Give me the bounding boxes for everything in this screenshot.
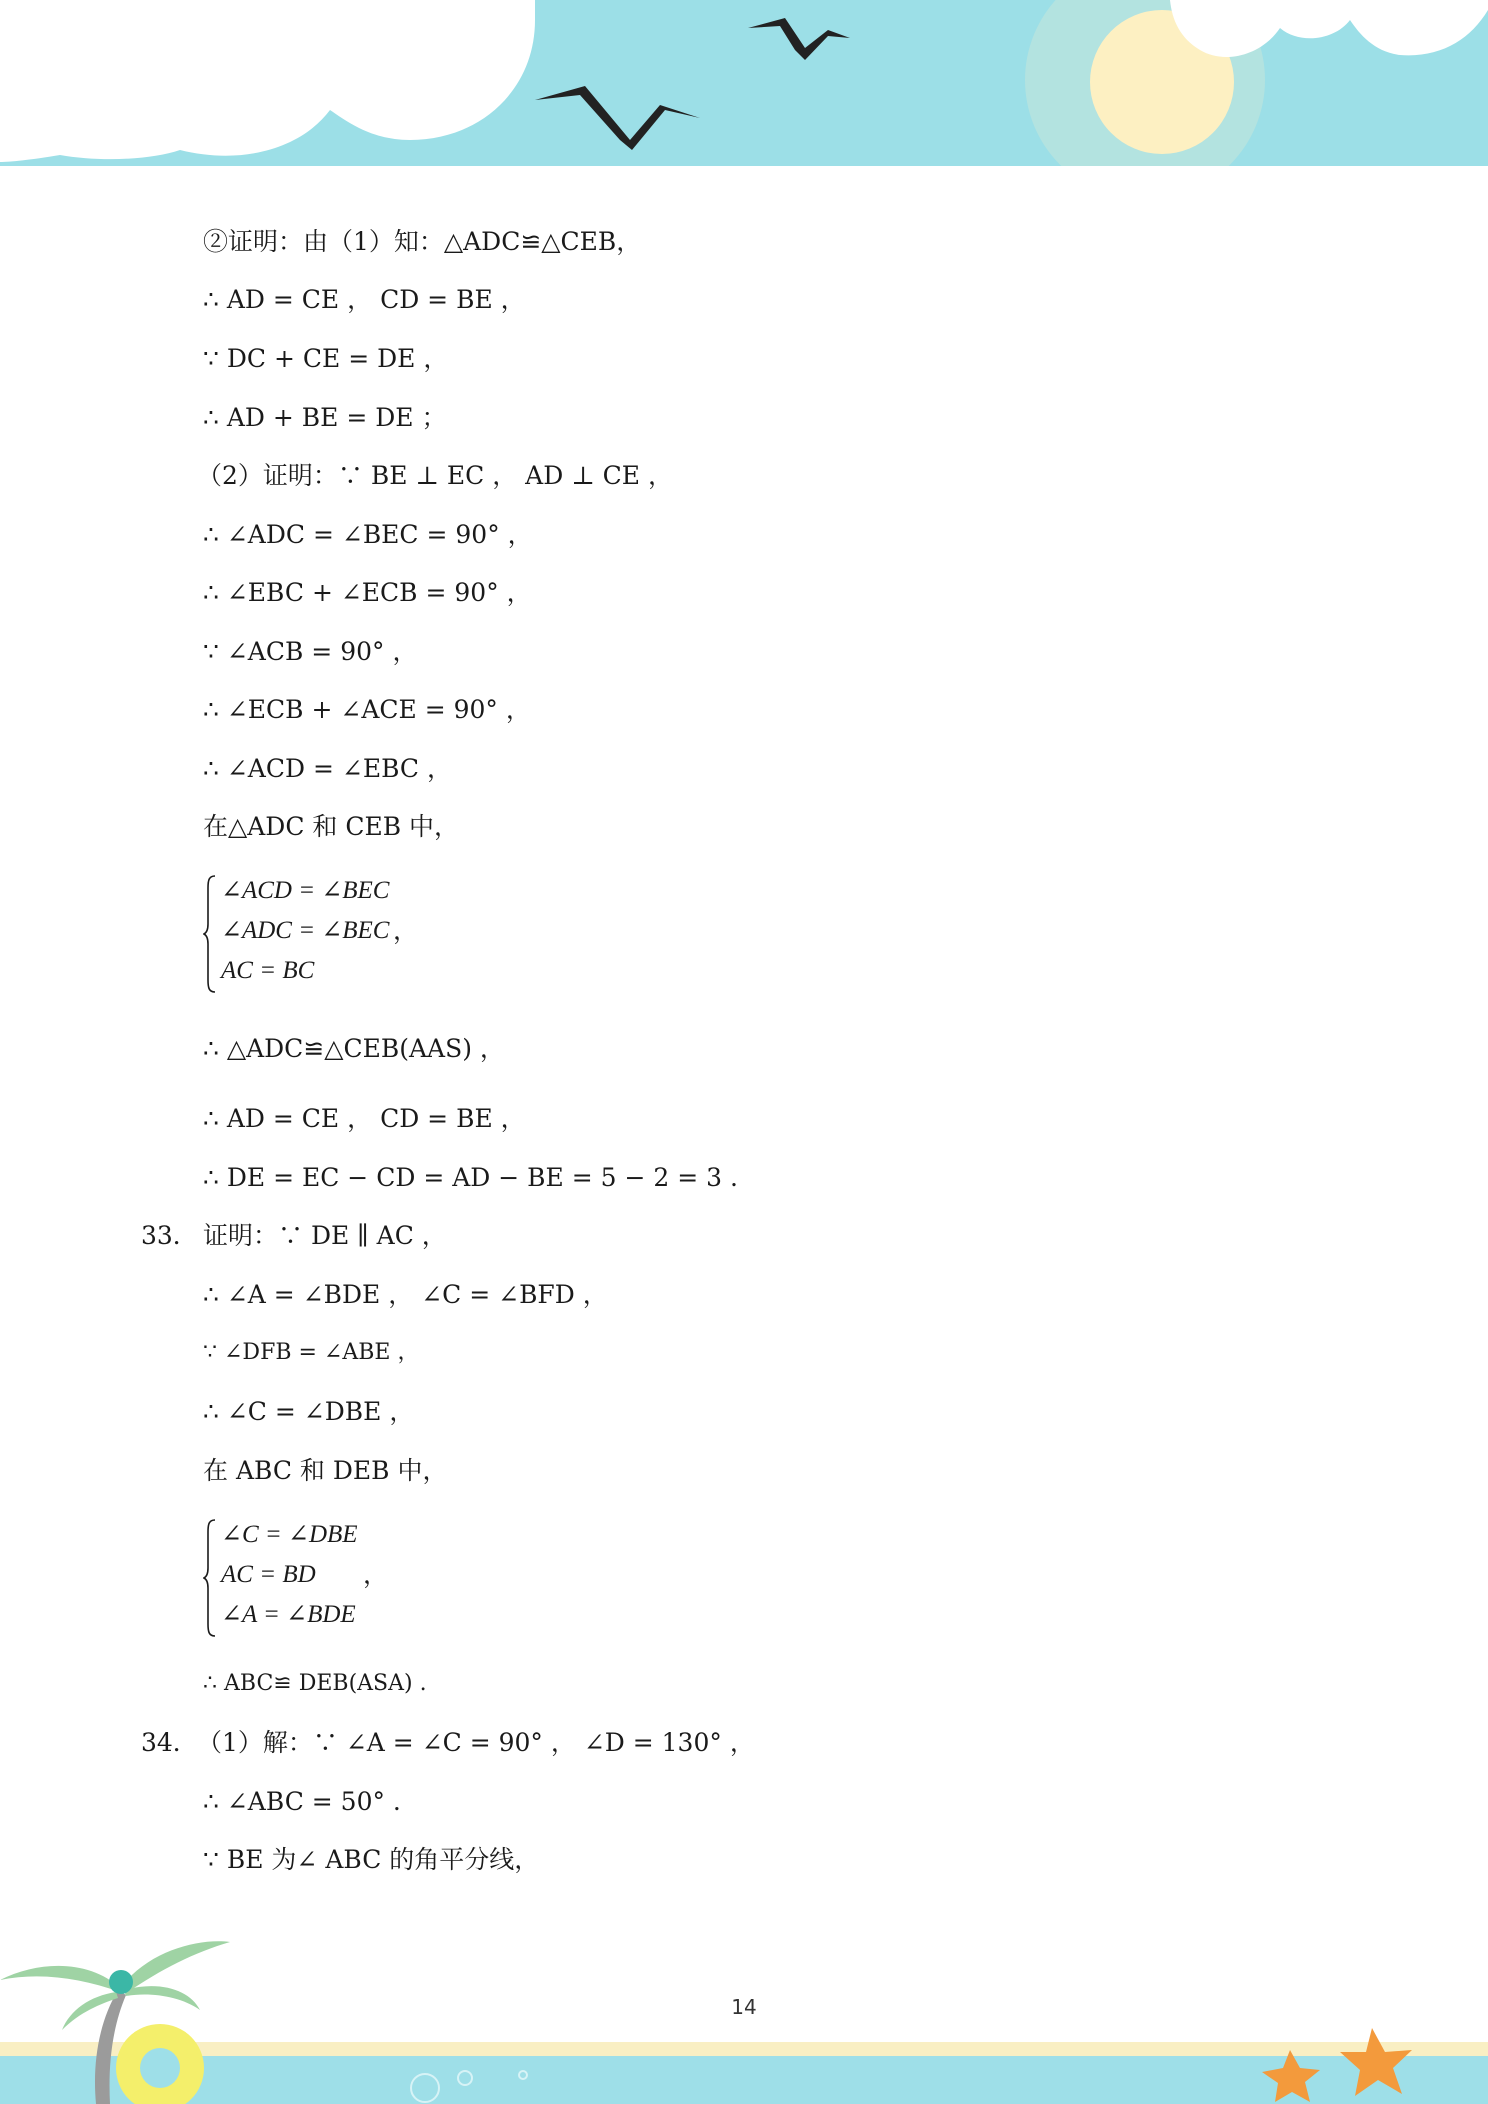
left-brace-icon — [203, 1518, 217, 1638]
sea-band — [0, 2056, 1488, 2104]
text-line: ∴ AD = CE ， CD = BE ， — [203, 285, 526, 314]
text-line: ∴ ∠A = ∠BDE ， ∠C = ∠BFD ， — [203, 1280, 608, 1309]
header-decoration — [0, 0, 1488, 166]
text-line: ∴ ∠ACD = ∠EBC ， — [203, 754, 452, 783]
text-line: （1）解：∵ ∠A = ∠C = 90° ， ∠D = 130° ， — [197, 1728, 755, 1757]
text-line: ∴ AD = CE ， CD = BE ， — [203, 1104, 526, 1133]
text-line: ∴ DE = EC − CD = AD − BE = 5 − 2 = 3 . — [203, 1163, 738, 1192]
text-line: ∵ DC + CE = DE ， — [203, 344, 449, 373]
system-row: ∠ACD = ∠BEC — [221, 877, 390, 904]
system-comma: ， — [363, 1560, 389, 1589]
question-number: 34． — [141, 1728, 198, 1757]
text-line: 在△ADC 和 CEB 中， — [203, 812, 460, 841]
palm-leaf-icon — [0, 1966, 120, 1992]
text-line: ∴ ∠EBC + ∠ECB = 90° ， — [203, 578, 532, 607]
system-row: ∠C = ∠DBE — [221, 1521, 358, 1548]
text-line: 在 ABC 和 DEB 中， — [203, 1456, 448, 1485]
palm-leaf-icon — [122, 1941, 230, 1992]
question-number: 33． — [141, 1221, 198, 1250]
text-line: ∴ ∠ABC = 50° . — [203, 1787, 401, 1816]
text-line: ∵ BE 为∠ ABC 的角平分线， — [203, 1845, 540, 1874]
system-row: ∠ADC = ∠BEC — [221, 917, 390, 944]
system-row: AC = BD — [221, 1561, 316, 1588]
equation-system — [203, 874, 463, 996]
page-number: 14 — [731, 1995, 757, 2019]
system-row: ∠A = ∠BDE — [221, 1601, 356, 1628]
text-line: ∴ ABC≌ DEB(ASA) . — [203, 1671, 427, 1696]
equation-system — [203, 1518, 463, 1640]
text-line: 证明：∵ DE ∥ AC ， — [203, 1221, 447, 1250]
text-line: ∴ ∠ADC = ∠BEC = 90° ， — [203, 520, 533, 549]
left-brace-icon — [203, 874, 217, 994]
coconut-icon — [109, 1970, 133, 1994]
system-comma: ， — [393, 916, 419, 945]
sand-strip — [0, 2042, 1488, 2056]
text-line: ∴ ∠ECB + ∠ACE = 90° ， — [203, 695, 531, 724]
text-line: ∴ AD + BE = DE ； — [203, 403, 447, 432]
text-line: ∴ △ADC≌△CEB(AAS) ， — [203, 1034, 505, 1063]
text-line: （2）证明：∵ BE ⊥ EC ， AD ⊥ CE ， — [197, 461, 673, 490]
system-row: AC = BC — [221, 957, 315, 984]
text-line: ∵ ∠ACB = 90° ， — [203, 637, 418, 666]
text-line: ②证明：由（1）知：△ADC≌△CEB， — [203, 227, 642, 256]
text-line: ∴ ∠C = ∠DBE ， — [203, 1397, 415, 1426]
text-line: ∵ ∠DFB = ∠ABE ， — [203, 1340, 420, 1365]
